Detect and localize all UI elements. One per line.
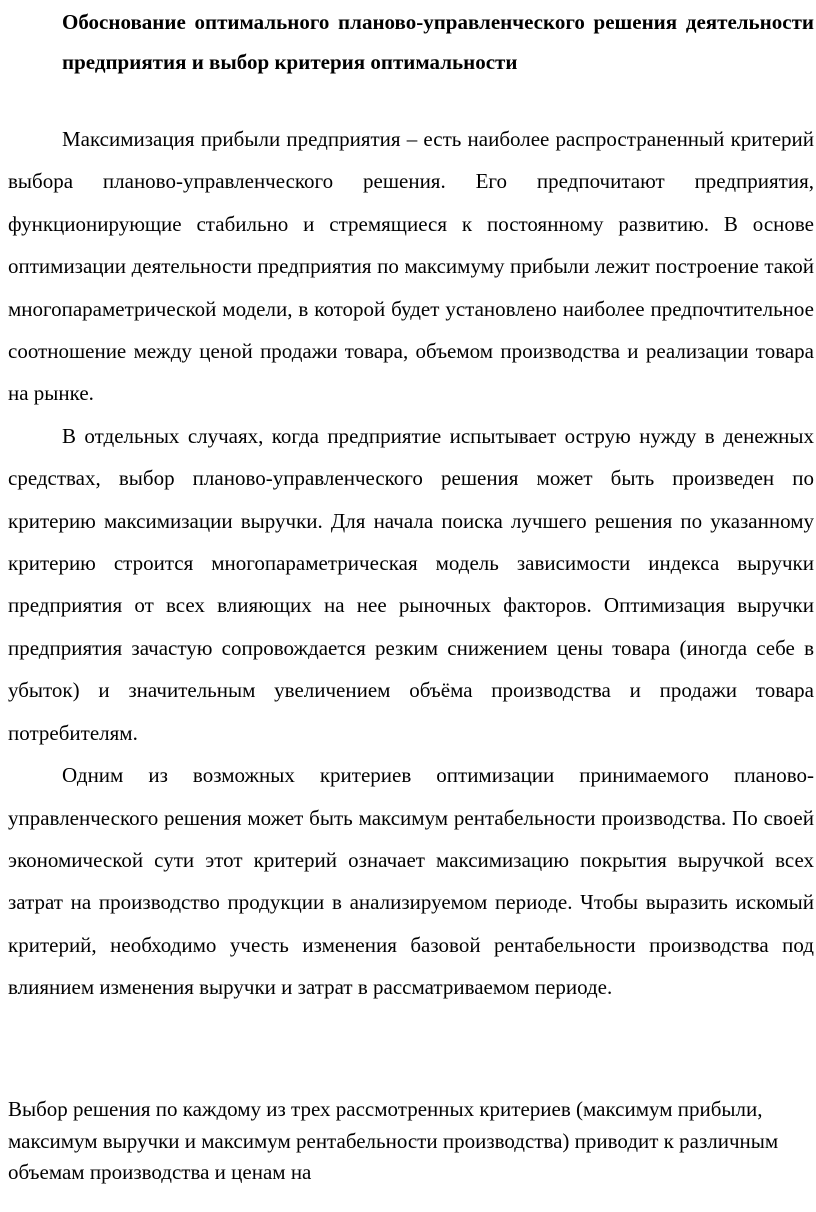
document-body	[8, 118, 814, 1009]
document-title: Обоснование оптимального планово-управленческого решения деятельности предприятия и выбор критерия оптимальности	[62, 10, 814, 74]
paragraph-profitability-maximization: Одним из возможных критериев оптимизации принимаемого планово-управленческого решения может быть максимум рентабельности производства. По своей экономической сути этот критерий означает максимизацию покрытия выручкой всех затрат на производство продукции в анализируемом периоде. Чтобы выразить искомый критерий, необходимо учесть изменения базовой рентабельности производства под влиянием изменения выручки и затрат в рассматриваемом периоде.	[8, 763, 814, 1000]
paragraph-criteria-choice: Выбор решения по каждому из трех рассмотренных критериев (максимум прибыли, максимум выручки и максимум рентабельности производства) приводит к различным объемам производства и ценам на	[8, 1097, 779, 1184]
paragraph-revenue-maximization: В отдельных случаях, когда предприятие испытывает острую нужду в денежных средствах, выбор планово-управленческого решения может быть произведен по критерию максимизации выручки. Для начала поиска лучшего решения по указанному критерию строится многопараметрическая модель зависимости индекса выручки предприятия от всех влияющих на нее рыночных факторов. Оптимизация выручки предприятия зачастую сопровождается резким снижением цены товара (иногда себе в убыток) и значительным увеличением объёма производства и продажи товара потребителям.	[8, 423, 814, 745]
paragraph-profit-maximization: Максимизация прибыли предприятия – есть наиболее распространенный критерий выбора планово-управленческого решения. Его предпочитают предприятия, функционирующие стабильно и стремящиеся к постоянному развитию. В основе оптимизации деятельности предприятия по максимуму прибыли лежит построение такой многопараметрической модели, в которой будет установлено наиболее предпочтительное соотношение между ценой продажи товара, объемом производства и реализации товара на рынке.	[8, 127, 814, 406]
